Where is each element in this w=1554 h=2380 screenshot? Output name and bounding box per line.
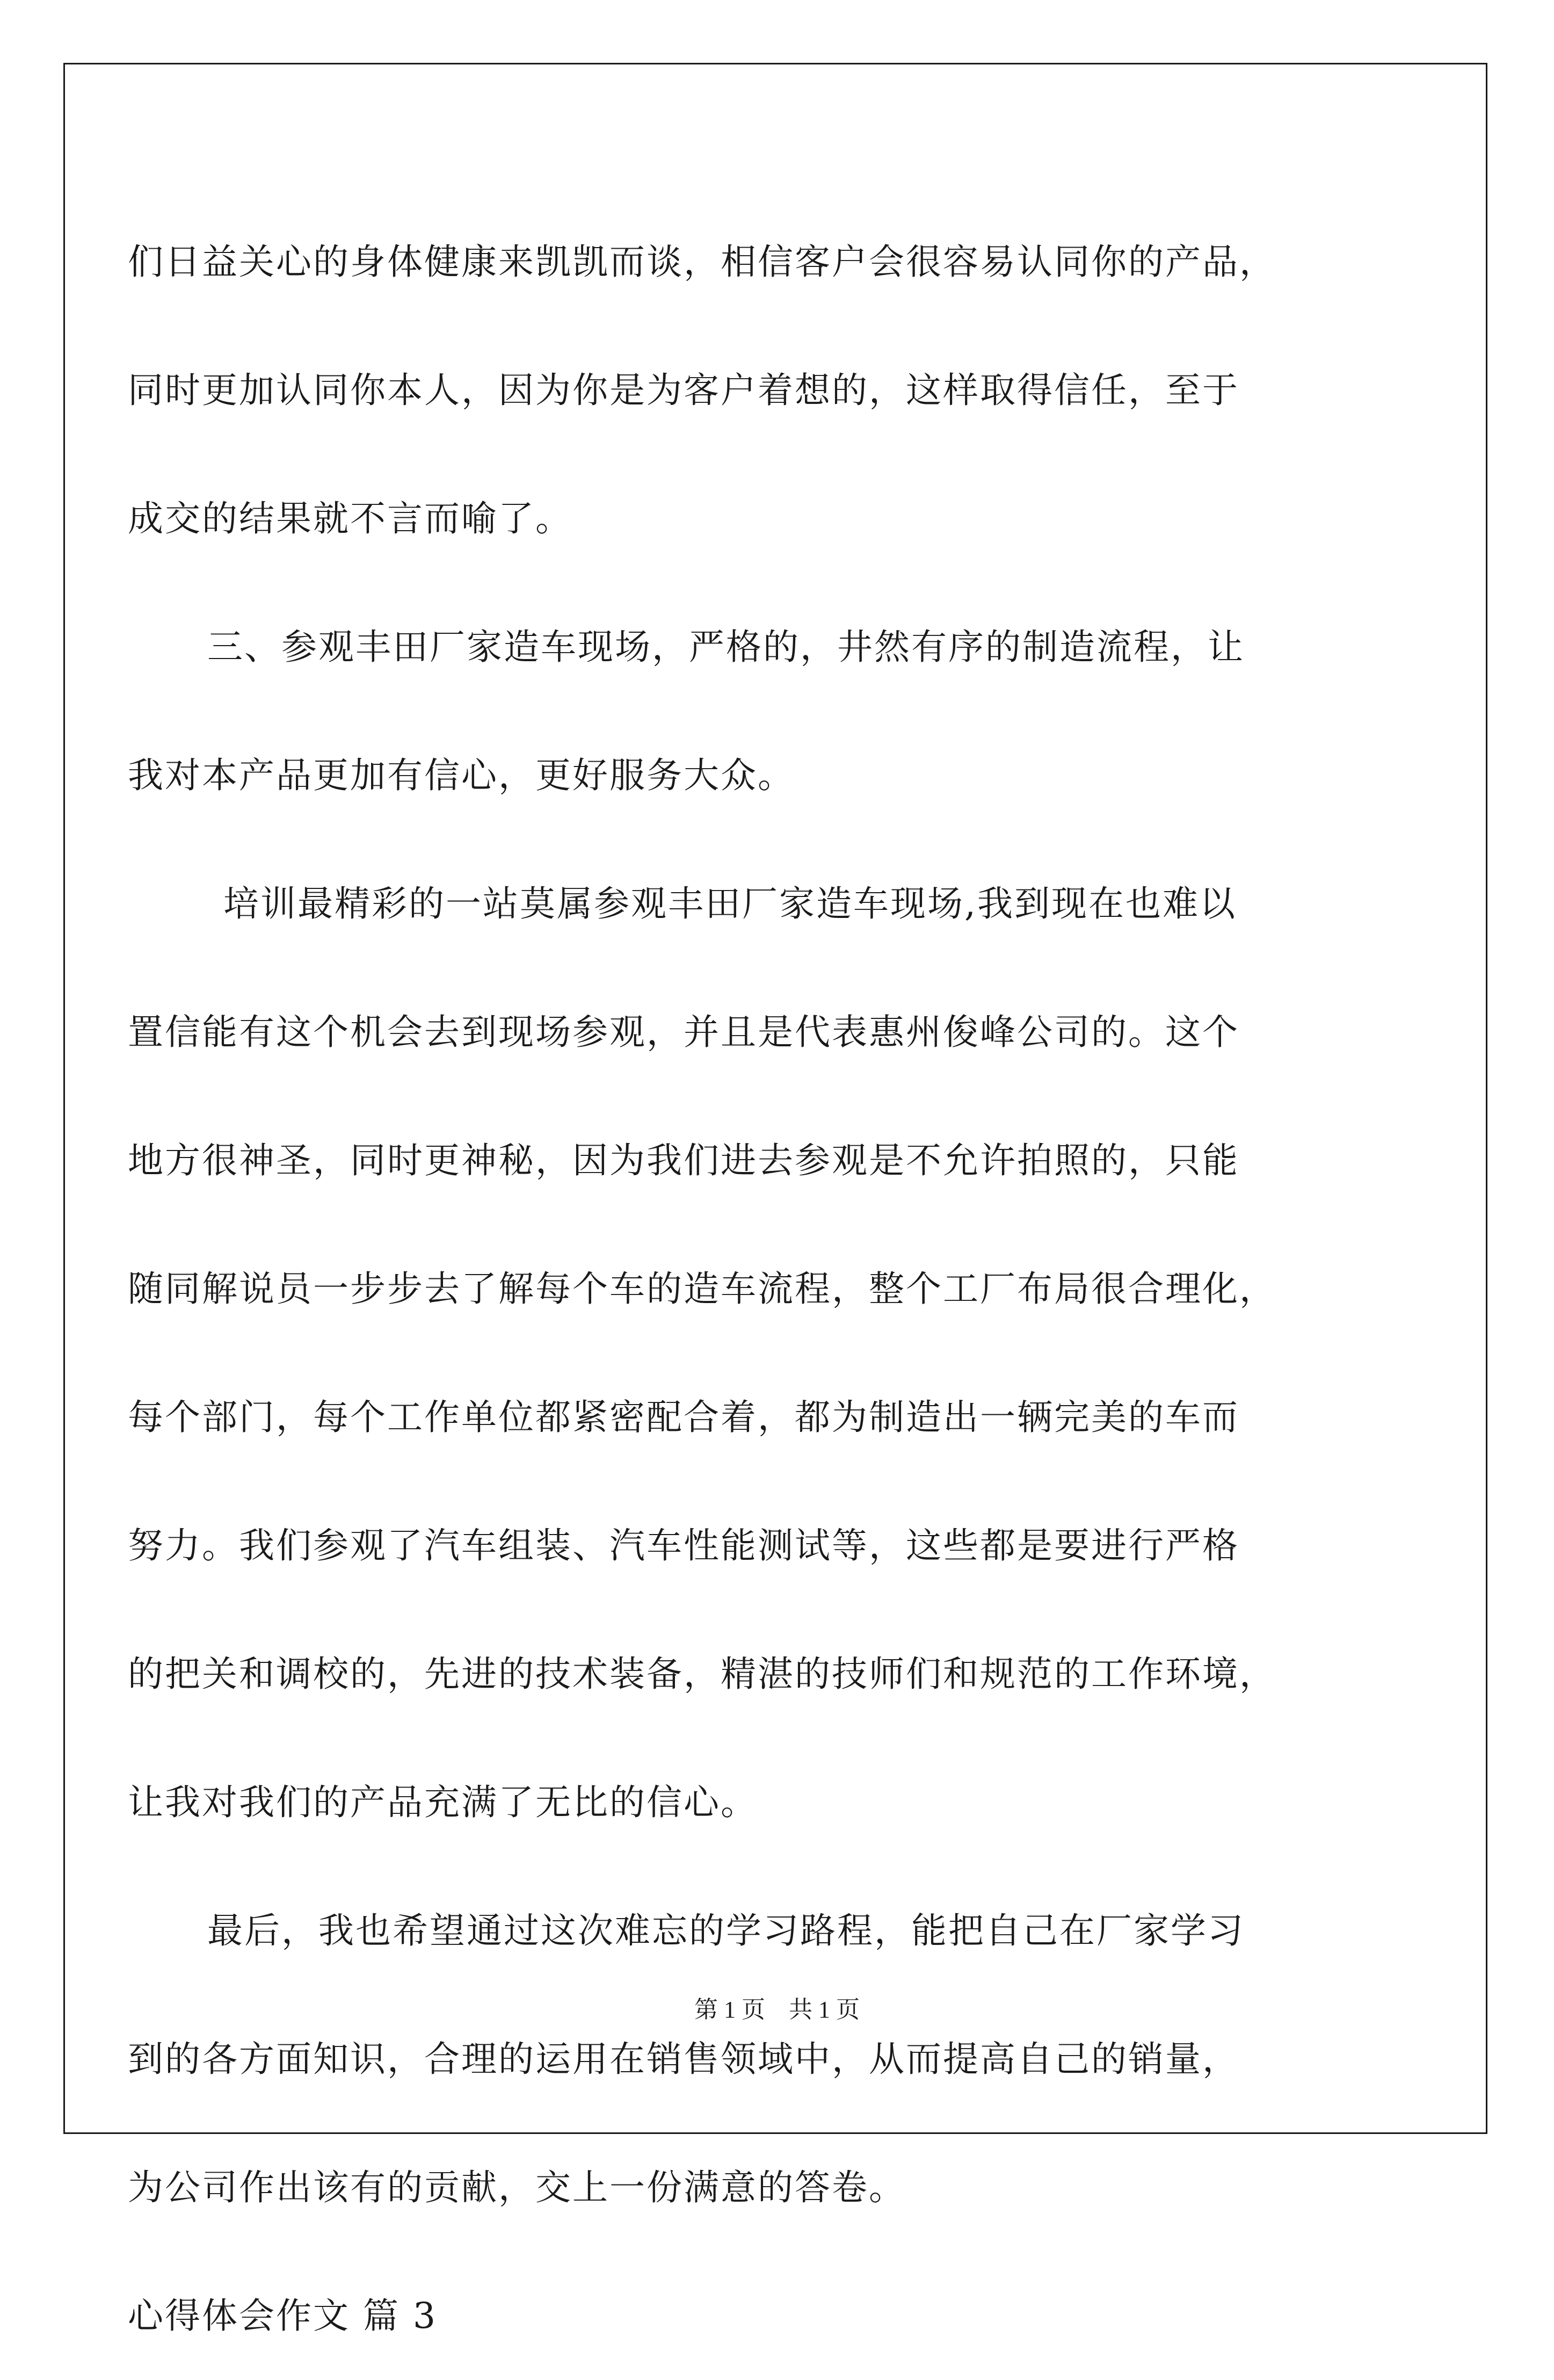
text-line: 最后，我也希望通过这次难忘的学习路程，能把自己在厂家学习	[207, 1910, 1245, 1951]
paragraph-1	[128, 198, 1427, 583]
text-line: 同时更加认同你本人，因为你是为客户着想的，这样取得信任，至于	[128, 370, 1239, 411]
text-line: 为公司作出该有的贡献，交上一份满意的答卷。	[128, 2167, 906, 2208]
text-line: 让我对我们的产品充满了无比的信心。	[128, 1782, 758, 1823]
text-line: 成交的结果就不言而喻了。	[128, 498, 572, 539]
section-heading-title: 心得体会作文	[128, 2295, 350, 2336]
paragraph-4	[128, 1867, 1427, 2252]
text-line: 置信能有这个机会去到现场参观，并且是代表惠州俊峰公司的。这个	[128, 1011, 1239, 1053]
page-footer: 第 1 页 共 1 页	[694, 1996, 860, 2023]
paragraph-2	[128, 583, 1427, 840]
section-heading-number: 篇 3	[362, 2295, 437, 2336]
document-body	[128, 198, 1427, 2380]
paragraph-3	[128, 840, 1427, 1867]
text-line: 培训最精彩的一站莫属参观丰田厂家造车现场,我到现在也难以	[223, 883, 1237, 924]
section-heading	[128, 2252, 1427, 2380]
text-line: 我对本产品更加有信心，更好服务大众。	[128, 755, 795, 796]
text-line: 到的各方面知识，合理的运用在销售领域中，从而提高自己的销量，	[128, 2038, 1239, 2080]
text-line: 们日益关心的身体健康来凯凯而谈，相信客户会很容易认同你的产品，	[128, 241, 1276, 283]
text-line: 每个部门，每个工作单位都紧密配合着，都为制造出一辆完美的车而	[128, 1397, 1239, 1438]
text-line: 三、参观丰田厂家造车现场，严格的，井然有序的制造流程，让	[207, 626, 1245, 668]
text-line: 地方很神圣，同时更神秘，因为我们进去参观是不允许拍照的，只能	[128, 1140, 1239, 1181]
text-line: 的把关和调校的，先进的技术装备，精湛的技师们和规范的工作环境，	[128, 1653, 1276, 1695]
text-line: 随同解说员一步步去了解每个车的造车流程，整个工厂布局很合理化，	[128, 1268, 1276, 1310]
text-line: 努力。我们参观了汽车组装、汽车性能测试等，这些都是要进行严格	[128, 1525, 1239, 1566]
